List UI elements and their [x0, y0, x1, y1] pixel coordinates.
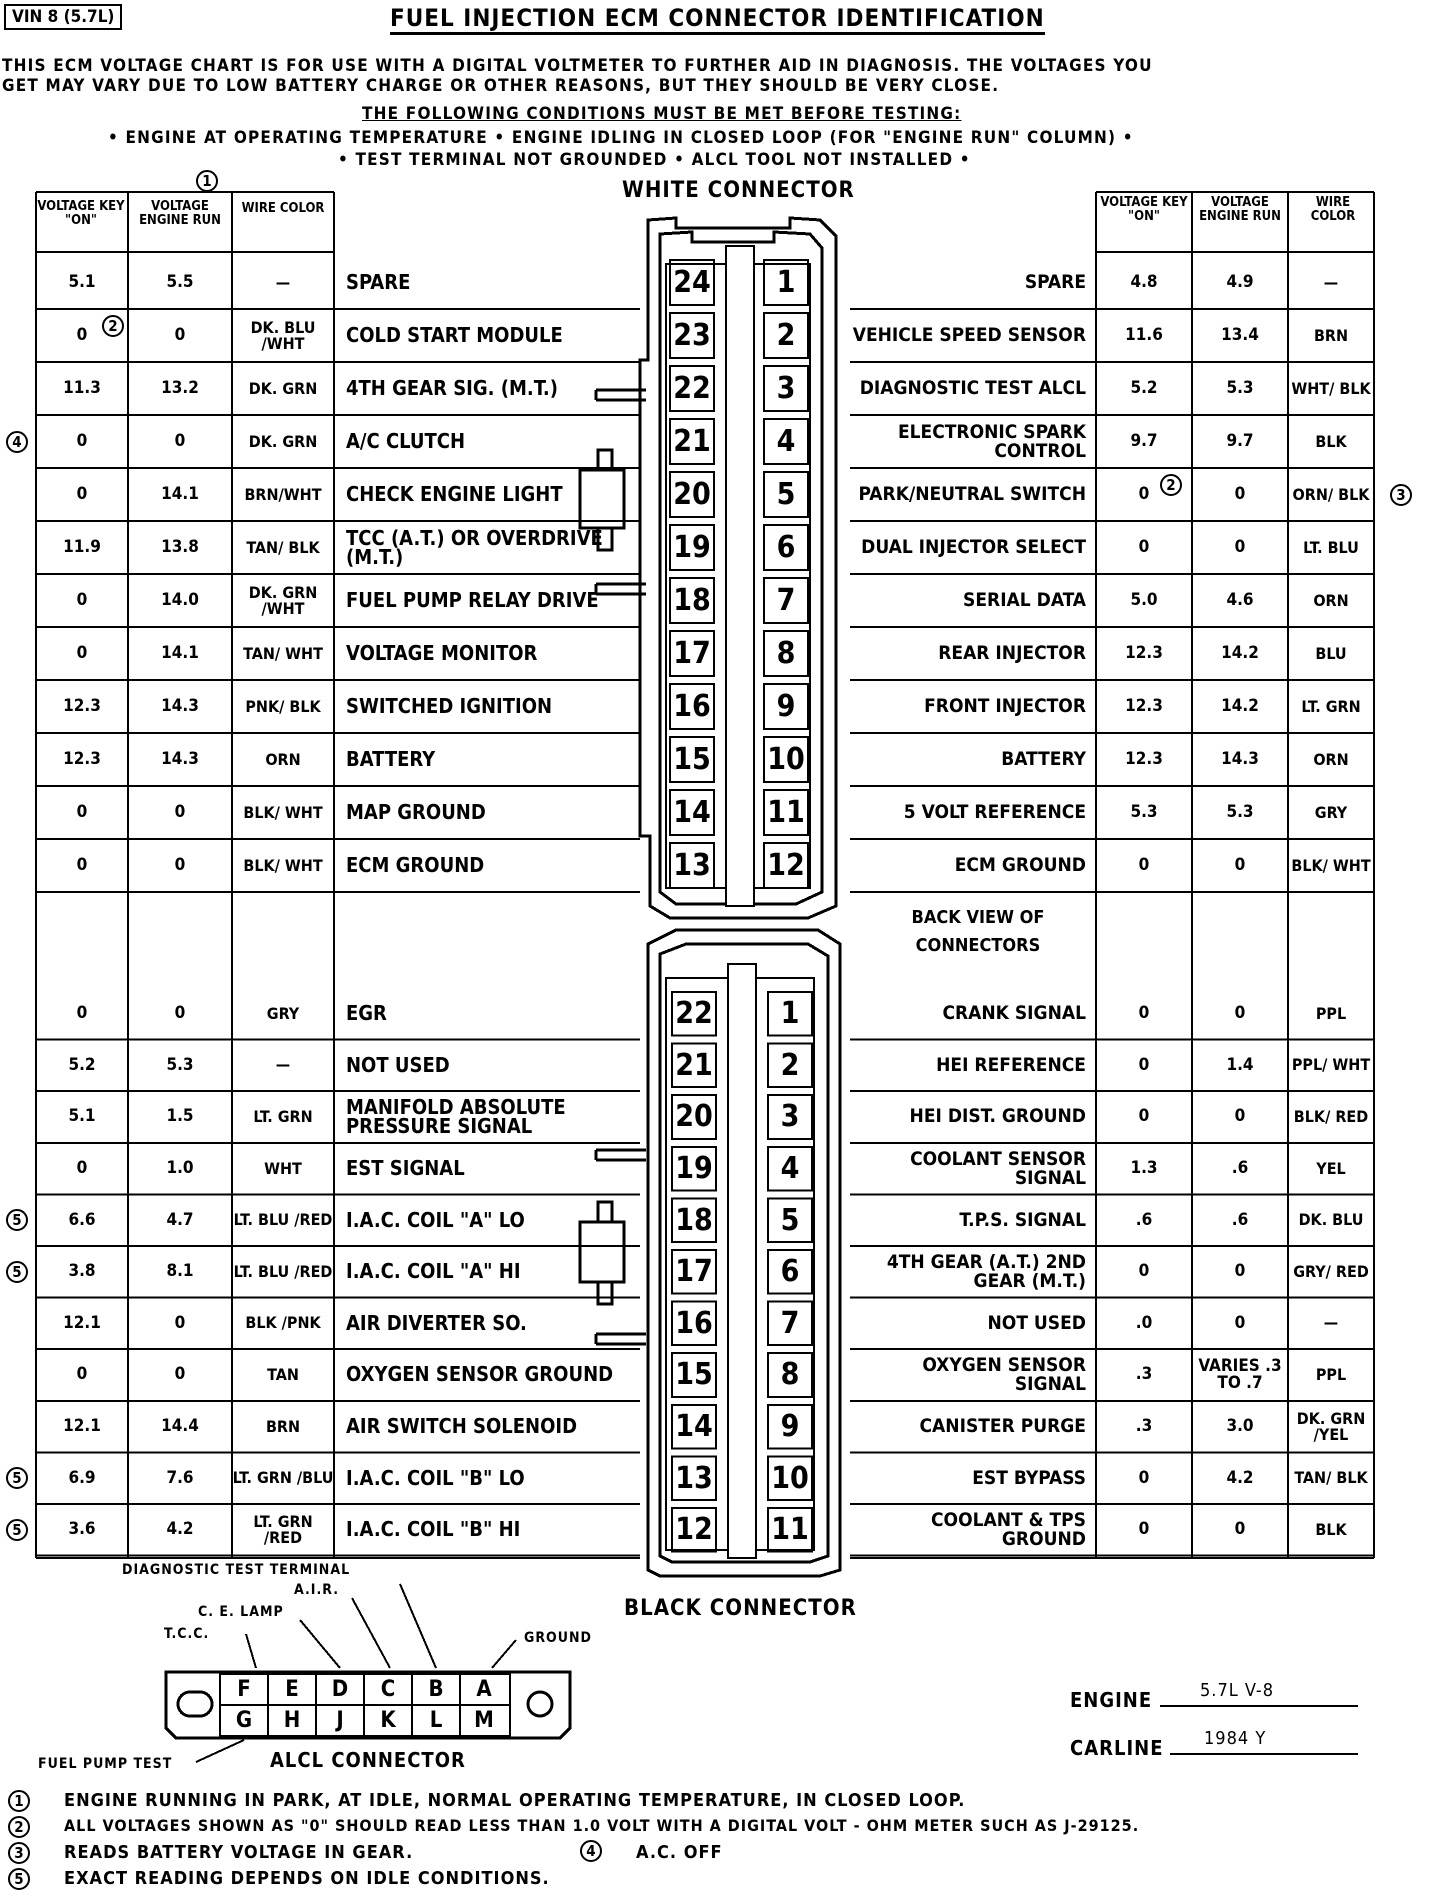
white-connector-row-8-left-run: 14.3: [161, 696, 199, 716]
white-connector-row-5-pin-right: 6: [776, 530, 796, 565]
white-connector-row-7-left-wire: TAN/ WHT: [243, 643, 323, 663]
black-connector-row-1-right-run: 1.4: [1226, 1054, 1254, 1075]
footnote-2-text: ALL VOLTAGES SHOWN AS "0" SHOULD READ LESS THAN 1.0 VOLT WITH A DIGITAL VOLT - OHM METER SUCH AS J-29125.: [64, 1816, 1140, 1835]
black-connector-row-8-right-function: CANISTER PURGE: [919, 1415, 1086, 1438]
black-connector-row-6-right-wire: —: [1323, 1313, 1339, 1333]
black-connector-row-5-left-function: I.A.C. COIL "A" HI: [346, 1259, 521, 1284]
white-connector-row-1-left-wire: DK. BLU /WHT: [250, 317, 316, 353]
white-connector-row-10-left-key: 0: [76, 802, 88, 822]
black-connector-row-2-right-wire: BLK/ RED: [1293, 1106, 1369, 1126]
black-connector-row-6-right-function: NOT USED: [987, 1311, 1086, 1334]
alcl-terminal-h: H: [283, 1708, 301, 1733]
white-connector-row-5-right-wire: LT. BLU: [1303, 537, 1359, 557]
white-connector-row-8-left-wire: PNK/ BLK: [245, 696, 321, 716]
white-connector-row-3-pin-left: 21: [673, 424, 711, 459]
black-connector-row-8-pin-left: 14: [675, 1409, 713, 1445]
white-connector-row-0-right-wire: —: [1323, 272, 1339, 292]
alcl-callout-air: A.I.R.: [294, 1582, 340, 1598]
white-connector-row-8-left-key: 12.3: [63, 696, 101, 716]
black-connector-row-5-left-wire: LT. BLU /RED: [233, 1261, 333, 1281]
black-connector-row-3-pin-right: 4: [780, 1151, 800, 1187]
conditions-line-1: • ENGINE AT OPERATING TEMPERATURE • ENGINE IDLING IN CLOSED LOOP (FOR "ENGINE RUN" COLUMN) •: [108, 128, 1134, 148]
white-connector-row-7-right-function: REAR INJECTOR: [938, 642, 1086, 664]
black-connector-row-9-pin-right: 10: [771, 1460, 809, 1496]
black-connector-row-3-right-key: 1.3: [1130, 1158, 1158, 1179]
black-connector-row-2-left-run: 1.5: [166, 1106, 194, 1127]
white-connector-row-2-right-key: 5.2: [1130, 378, 1158, 398]
black-connector-row-2-pin-right: 3: [780, 1099, 800, 1135]
black-connector-row-0-pin-right: 1: [780, 996, 800, 1032]
alcl-terminal-b: B: [428, 1677, 444, 1702]
alcl-terminal-c: C: [380, 1677, 396, 1702]
black-connector-row-1-right-key: 0: [1138, 1054, 1150, 1075]
white-connector-row-8-pin-right: 9: [776, 689, 796, 724]
alcl-callout-fuel: FUEL PUMP TEST: [38, 1756, 173, 1772]
black-connector-row-3-pin-left: 19: [675, 1151, 713, 1187]
note-1-marker: 1: [196, 170, 218, 192]
black-connector-row-6-left-wire: BLK /PNK: [245, 1313, 321, 1333]
right-key-header: VOLTAGE KEY "ON": [1100, 195, 1188, 224]
left-run-header: VOLTAGE ENGINE RUN: [139, 199, 221, 228]
white-connector-row-10-pin-left: 14: [673, 795, 711, 830]
black-connector-row-1-right-function: HEI REFERENCE: [936, 1053, 1086, 1076]
white-connector-row-3-left-run: 0: [174, 431, 186, 451]
black-connector-row-7-right-run: VARIES .3 TO .7: [1198, 1355, 1282, 1393]
black-connector-row-0-left-key: 0: [76, 1003, 88, 1024]
right-wire-header: WIRE COLOR: [1310, 195, 1356, 224]
black-connector-row-3-left-key: 0: [76, 1158, 88, 1179]
black-connector-row-10-right-function: COOLANT & TPS GROUND: [931, 1508, 1086, 1550]
white-connector-row-3-left-key: 0: [76, 431, 88, 451]
white-connector-row-9-pin-right: 10: [767, 742, 805, 777]
black-connector-row-2-left-function: MANIFOLD ABSOLUTE PRESSURE SIGNAL: [346, 1094, 566, 1138]
white-connector-row-4-left-key: 0: [76, 484, 88, 504]
black-connector-row-4-pin-right: 5: [780, 1202, 800, 1238]
black-connector-row-3-right-wire: YEL: [1316, 1158, 1346, 1178]
black-connector-row-1-right-wire: PPL/ WHT: [1291, 1055, 1371, 1075]
black-connector-row-1-left-wire: —: [275, 1055, 291, 1075]
alcl-terminal-d: D: [331, 1677, 349, 1702]
black-connector-row-3-right-function: COOLANT SENSOR SIGNAL: [910, 1147, 1086, 1189]
back-view-label: BACK VIEW OF CONNECTORS: [911, 907, 1045, 956]
black-connector-row-4-left-wire: LT. BLU /RED: [233, 1210, 333, 1230]
white-connector-row-7-left-key: 0: [76, 643, 88, 663]
black-connector-row-8-left-key: 12.1: [63, 1416, 101, 1437]
white-connector-row-2-left-wire: DK. GRN: [248, 378, 318, 398]
black-connector-row-0-pin-left: 22: [675, 996, 713, 1032]
white-connector-row-1-pin-right: 2: [776, 318, 796, 353]
black-connector-row-1-left-run: 5.3: [166, 1054, 194, 1075]
carline-value: 1984 Y: [1204, 1728, 1267, 1749]
white-connector-row-10-right-key: 5.3: [1130, 802, 1158, 822]
white-connector-row-10-right-function: 5 VOLT REFERENCE: [903, 801, 1086, 823]
white-connector-row-7-pin-left: 17: [673, 636, 711, 671]
white-connector-row-5-left-wire: TAN/ BLK: [246, 537, 320, 557]
white-connector-row-2-right-function: DIAGNOSTIC TEST ALCL: [859, 377, 1086, 399]
white-connector-row-3-left-function: A/C CLUTCH: [346, 429, 466, 453]
black-connector-row-0-right-key: 0: [1138, 1003, 1150, 1024]
black-connector-row-6-left-run: 0: [174, 1312, 186, 1333]
white-connector-row-8-right-wire: LT. GRN: [1301, 696, 1361, 716]
white-connector-row-6-left-wire: DK. GRN /WHT: [248, 582, 318, 618]
white-connector-row-4-left-function: CHECK ENGINE LIGHT: [346, 482, 563, 506]
black-connector-row-5-right-wire: GRY/ RED: [1293, 1261, 1369, 1281]
black-connector-row-6-left-key: 12.1: [63, 1312, 101, 1333]
white-connector-row-6-right-run: 4.6: [1226, 590, 1254, 610]
black-connector-row-0-left-function: EGR: [346, 1001, 387, 1026]
white-connector-row-11-right-wire: BLK/ WHT: [1291, 855, 1371, 875]
black-connector-row-4-note-marker: 5: [6, 1209, 28, 1231]
white-connector-row-4-pin-left: 20: [673, 477, 711, 512]
conditions-line-2: • TEST TERMINAL NOT GROUNDED • ALCL TOOL NOT INSTALLED •: [338, 150, 971, 170]
carline-label: CARLINE: [1070, 1736, 1164, 1760]
black-connector-row-9-left-function: I.A.C. COIL "B" LO: [346, 1465, 525, 1490]
white-connector-row-7-right-run: 14.2: [1221, 643, 1259, 663]
black-connector-row-4-right-function: T.P.S. SIGNAL: [959, 1208, 1086, 1231]
black-connector-row-10-left-function: I.A.C. COIL "B" HI: [346, 1517, 521, 1542]
alcl-callout-ce: C. E. LAMP: [198, 1604, 284, 1620]
white-connector-row-2-left-function: 4TH GEAR SIG. (M.T.): [346, 376, 558, 400]
black-connector-row-7-left-wire: TAN: [267, 1364, 299, 1384]
black-connector-row-9-note-marker: 5: [6, 1467, 28, 1489]
white-connector-row-11-pin-right: 12: [767, 848, 805, 883]
white-connector-row-10-pin-right: 11: [767, 795, 805, 830]
black-connector-row-0-right-function: CRANK SIGNAL: [942, 1002, 1086, 1025]
white-connector-row-8-right-run: 14.2: [1221, 696, 1259, 716]
black-connector-row-10-pin-left: 12: [675, 1512, 713, 1548]
black-connector-row-9-left-run: 7.6: [166, 1467, 194, 1488]
alcl-terminal-f: F: [237, 1677, 251, 1702]
white-connector-row-6-pin-left: 18: [673, 583, 711, 618]
vin-label: VIN 8 (5.7L): [4, 4, 122, 30]
white-connector-row-4-right-wire: ORN/ BLK: [1292, 484, 1370, 504]
white-connector-row-4-right-note-marker: 3: [1390, 484, 1412, 506]
black-connector-row-7-left-run: 0: [174, 1364, 186, 1385]
black-connector-row-3-right-run: .6: [1231, 1158, 1249, 1179]
white-connector-row-10-left-wire: BLK/ WHT: [243, 802, 323, 822]
black-connector-row-10-left-run: 4.2: [166, 1519, 194, 1540]
black-connector-row-5-left-key: 3.8: [68, 1261, 96, 1282]
black-connector-row-6-pin-right: 7: [780, 1305, 800, 1341]
black-connector-row-9-left-wire: LT. GRN /BLU: [232, 1468, 334, 1488]
white-connector-row-4-right-key: 0: [1138, 484, 1150, 504]
white-connector-row-7-right-wire: BLU: [1315, 643, 1347, 663]
black-connector-row-2-right-function: HEI DIST. GROUND: [909, 1105, 1086, 1128]
white-connector-row-11-left-run: 0: [174, 855, 186, 875]
white-connector-row-10-right-run: 5.3: [1226, 802, 1254, 822]
white-connector-row-11-left-wire: BLK/ WHT: [243, 855, 323, 875]
white-connector-row-0-right-function: SPARE: [1024, 271, 1086, 293]
black-connector-row-7-right-function: OXYGEN SENSOR SIGNAL: [922, 1353, 1086, 1395]
black-connector-row-5-right-run: 0: [1234, 1261, 1246, 1282]
black-connector-row-2-pin-left: 20: [675, 1099, 713, 1135]
black-connector-row-4-left-run: 4.7: [166, 1209, 194, 1230]
black-connector-row-1-left-key: 5.2: [68, 1054, 96, 1075]
white-connector-row-0-left-wire: —: [275, 272, 291, 292]
black-connector-row-9-right-wire: TAN/ BLK: [1294, 1468, 1368, 1488]
white-connector-row-3-right-key: 9.7: [1130, 431, 1158, 451]
black-connector-row-8-right-wire: DK. GRN /YEL: [1296, 1408, 1366, 1444]
page-title: FUEL INJECTION ECM CONNECTOR IDENTIFICATION: [390, 4, 1045, 35]
white-connector-row-7-pin-right: 8: [776, 636, 796, 671]
black-connector-row-1-left-function: NOT USED: [346, 1052, 450, 1077]
alcl-terminal-j: J: [336, 1708, 344, 1733]
black-connector-row-8-left-run: 14.4: [161, 1416, 199, 1437]
white-connector-row-10-left-function: MAP GROUND: [346, 800, 486, 824]
white-connector-row-6-right-key: 5.0: [1130, 590, 1158, 610]
white-connector-row-2-pin-right: 3: [776, 371, 796, 406]
white-connector-row-5-right-key: 0: [1138, 537, 1150, 557]
black-connector-row-7-pin-left: 15: [675, 1357, 713, 1393]
black-connector-row-10-note-marker: 5: [6, 1519, 28, 1541]
white-connector-label: WHITE CONNECTOR: [622, 178, 855, 203]
black-connector-row-8-right-key: .3: [1135, 1416, 1153, 1437]
white-connector-row-0-left-key: 5.1: [68, 272, 96, 292]
black-connector-row-8-left-function: AIR SWITCH SOLENOID: [346, 1414, 578, 1439]
white-connector-row-8-right-function: FRONT INJECTOR: [924, 695, 1086, 717]
black-connector-row-4-right-run: .6: [1231, 1209, 1249, 1230]
white-connector-row-1-right-run: 13.4: [1221, 325, 1259, 345]
black-connector-row-6-right-key: .0: [1135, 1312, 1153, 1333]
black-connector-row-6-pin-left: 16: [675, 1305, 713, 1341]
intro-line-2: GET MAY VARY DUE TO LOW BATTERY CHARGE OR OTHER REASONS, BUT THEY SHOULD BE VERY CLOSE.: [2, 76, 1000, 96]
white-connector-row-5-right-run: 0: [1234, 537, 1246, 557]
footnote-5-marker: 5: [8, 1868, 30, 1890]
white-connector-row-3-note-marker: 4: [6, 431, 28, 453]
white-connector-row-6-left-run: 14.0: [161, 590, 199, 610]
white-connector-row-8-right-key: 12.3: [1125, 696, 1163, 716]
black-connector-row-7-right-key: .3: [1135, 1364, 1153, 1385]
black-connector-row-9-right-function: EST BYPASS: [972, 1466, 1086, 1489]
white-connector-row-2-left-run: 13.2: [161, 378, 199, 398]
footnote-1-marker: 1: [8, 1790, 30, 1812]
white-connector-row-0-pin-left: 24: [673, 265, 711, 300]
white-connector-row-4-right-key-note-marker: 2: [1160, 474, 1182, 496]
black-connector-row-3-left-run: 1.0: [166, 1158, 194, 1179]
white-connector-row-1-pin-left: 23: [673, 318, 711, 353]
alcl-terminal-g: G: [235, 1708, 253, 1733]
black-connector-row-1-pin-left: 21: [675, 1047, 713, 1083]
white-connector-row-11-right-function: ECM GROUND: [954, 854, 1086, 876]
white-connector-row-10-left-run: 0: [174, 802, 186, 822]
alcl-callout-ground: GROUND: [524, 1630, 592, 1646]
black-connector-row-10-left-wire: LT. GRN /RED: [253, 1511, 313, 1547]
left-key-header: VOLTAGE KEY "ON": [37, 199, 125, 228]
white-connector-row-7-right-key: 12.3: [1125, 643, 1163, 663]
white-connector-row-11-right-key: 0: [1138, 855, 1150, 875]
white-connector-row-9-pin-left: 15: [673, 742, 711, 777]
black-connector-row-5-right-function: 4TH GEAR (A.T.) 2ND GEAR (M.T.): [886, 1250, 1086, 1292]
black-connector-row-10-right-wire: BLK: [1315, 1519, 1347, 1539]
white-connector-row-0-right-run: 4.9: [1226, 272, 1254, 292]
white-connector-row-1-right-key: 11.6: [1125, 325, 1163, 345]
white-connector-row-1-key-note-marker: 2: [102, 315, 124, 337]
footnote-2-marker: 2: [8, 1816, 30, 1838]
white-connector-row-5-left-function: TCC (A.T.) OR OVERDRIVE (M.T.): [346, 525, 603, 569]
white-connector-row-2-right-wire: WHT/ BLK: [1291, 378, 1371, 398]
black-connector-row-10-right-run: 0: [1234, 1519, 1246, 1540]
white-connector-row-11-left-key: 0: [76, 855, 88, 875]
white-connector-row-1-left-run: 0: [174, 325, 186, 345]
black-connector-row-4-right-key: .6: [1135, 1209, 1153, 1230]
black-connector-row-2-right-run: 0: [1234, 1106, 1246, 1127]
white-connector-row-3-pin-right: 4: [776, 424, 796, 459]
white-connector-row-4-right-function: PARK/NEUTRAL SWITCH: [858, 483, 1086, 505]
white-connector-row-5-left-run: 13.8: [161, 537, 199, 557]
footnote-4-text: A.C. OFF: [636, 1842, 723, 1863]
black-connector-row-10-left-key: 3.6: [68, 1519, 96, 1540]
white-connector-row-6-left-function: FUEL PUMP RELAY DRIVE: [346, 588, 599, 612]
black-connector-row-5-pin-left: 17: [675, 1254, 713, 1290]
white-connector-row-1-right-wire: BRN: [1313, 325, 1349, 345]
engine-value: 5.7L V-8: [1200, 1680, 1275, 1701]
black-connector-row-8-pin-right: 9: [780, 1409, 800, 1445]
black-connector-row-10-right-key: 0: [1138, 1519, 1150, 1540]
white-connector-row-2-pin-left: 22: [673, 371, 711, 406]
white-connector-row-5-right-function: DUAL INJECTOR SELECT: [861, 536, 1086, 558]
white-connector-row-9-left-key: 12.3: [63, 749, 101, 769]
alcl-connector-label: ALCL CONNECTOR: [270, 1748, 466, 1772]
footnote-4-marker: 4: [580, 1840, 602, 1862]
white-connector-row-6-right-wire: ORN: [1313, 590, 1349, 610]
white-connector-row-5-pin-left: 19: [673, 530, 711, 565]
black-connector-row-3-left-wire: WHT: [264, 1158, 302, 1178]
white-connector-row-4-right-run: 0: [1234, 484, 1246, 504]
white-connector-row-11-left-function: ECM GROUND: [346, 853, 485, 877]
black-connector-row-0-right-run: 0: [1234, 1003, 1246, 1024]
white-connector-row-6-right-function: SERIAL DATA: [963, 589, 1086, 611]
white-connector-row-9-left-function: BATTERY: [346, 747, 436, 771]
white-connector-row-3-right-run: 9.7: [1226, 431, 1254, 451]
white-connector-row-9-left-wire: ORN: [265, 749, 301, 769]
white-connector-row-8-left-function: SWITCHED IGNITION: [346, 694, 553, 718]
black-connector-row-2-left-key: 5.1: [68, 1106, 96, 1127]
white-connector-row-3-left-wire: DK. GRN: [248, 431, 318, 451]
black-connector-row-10-pin-right: 11: [771, 1512, 809, 1548]
black-connector-row-2-left-wire: LT. GRN: [253, 1106, 313, 1126]
black-connector-row-7-right-wire: PPL: [1315, 1364, 1347, 1384]
black-connector-row-4-right-wire: DK. BLU: [1298, 1210, 1364, 1230]
footnote-1-text: ENGINE RUNNING IN PARK, AT IDLE, NORMAL OPERATING TEMPERATURE, IN CLOSED LOOP.: [64, 1790, 966, 1811]
white-connector-row-9-right-function: BATTERY: [1001, 748, 1086, 770]
black-connector-row-7-pin-right: 8: [780, 1357, 800, 1393]
alcl-callout-tcc: T.C.C.: [164, 1626, 210, 1642]
footnote-5-text: EXACT READING DEPENDS ON IDLE CONDITIONS.: [64, 1868, 550, 1889]
white-connector-row-0-left-function: SPARE: [346, 270, 411, 294]
white-connector-row-7-left-function: VOLTAGE MONITOR: [346, 641, 538, 665]
white-connector-row-2-left-key: 11.3: [63, 378, 101, 398]
black-connector-row-4-left-function: I.A.C. COIL "A" LO: [346, 1207, 525, 1232]
black-connector-row-9-pin-left: 13: [675, 1460, 713, 1496]
white-connector-row-11-right-run: 0: [1234, 855, 1246, 875]
white-connector-row-3-right-wire: BLK: [1315, 431, 1347, 451]
black-connector-row-5-left-run: 8.1: [166, 1261, 194, 1282]
white-connector-row-0-pin-right: 1: [776, 265, 796, 300]
alcl-terminal-a: A: [476, 1677, 492, 1702]
white-connector-row-4-left-run: 14.1: [161, 484, 199, 504]
white-connector-row-7-left-run: 14.1: [161, 643, 199, 663]
white-connector-row-6-left-key: 0: [76, 590, 88, 610]
black-connector-row-6-left-function: AIR DIVERTER SO.: [346, 1310, 527, 1335]
engine-label: ENGINE: [1070, 1688, 1153, 1712]
white-connector-row-1-right-function: VEHICLE SPEED SENSOR: [852, 324, 1086, 346]
black-connector-row-0-left-wire: GRY: [266, 1003, 300, 1023]
white-connector-row-9-left-run: 14.3: [161, 749, 199, 769]
black-connector-row-0-left-run: 0: [174, 1003, 186, 1024]
alcl-terminal-m: M: [474, 1708, 494, 1733]
black-connector-row-3-left-function: EST SIGNAL: [346, 1156, 465, 1181]
black-connector-row-4-pin-left: 18: [675, 1202, 713, 1238]
alcl-terminal-e: E: [285, 1677, 299, 1702]
intro-line-1: THIS ECM VOLTAGE CHART IS FOR USE WITH A DIGITAL VOLTMETER TO FURTHER AID IN DIAGNOSIS. THE VOLTAGES YOU: [2, 56, 1153, 76]
black-connector-row-9-right-key: 0: [1138, 1467, 1150, 1488]
footnote-3-text: READS BATTERY VOLTAGE IN GEAR.: [64, 1842, 414, 1863]
black-connector-row-9-right-run: 4.2: [1226, 1467, 1254, 1488]
black-connector-row-9-left-key: 6.9: [68, 1467, 96, 1488]
white-connector-row-9-right-wire: ORN: [1313, 749, 1349, 769]
white-connector-row-9-right-key: 12.3: [1125, 749, 1163, 769]
black-connector-row-5-note-marker: 5: [6, 1261, 28, 1283]
white-connector-row-8-pin-left: 16: [673, 689, 711, 724]
black-connector-row-0-right-wire: PPL: [1315, 1003, 1347, 1023]
black-connector-row-1-pin-right: 2: [780, 1047, 800, 1083]
white-connector-row-3-right-function: ELECTRONIC SPARK CONTROL: [897, 420, 1086, 462]
black-connector-row-4-left-key: 6.6: [68, 1209, 96, 1230]
white-connector-row-11-pin-left: 13: [673, 848, 711, 883]
alcl-terminal-l: L: [429, 1708, 443, 1733]
black-connector-row-5-pin-right: 6: [780, 1254, 800, 1290]
black-connector-row-6-right-run: 0: [1234, 1312, 1246, 1333]
white-connector-row-0-right-key: 4.8: [1130, 272, 1158, 292]
black-connector-row-8-right-run: 3.0: [1226, 1416, 1254, 1437]
alcl-callout-diag: DIAGNOSTIC TEST TERMINAL: [122, 1562, 351, 1578]
conditions-title: THE FOLLOWING CONDITIONS MUST BE MET BEFORE TESTING:: [362, 104, 962, 124]
alcl-terminal-k: K: [380, 1708, 396, 1733]
white-connector-row-2-right-run: 5.3: [1226, 378, 1254, 398]
white-connector-row-9-right-run: 14.3: [1221, 749, 1259, 769]
black-connector-row-7-left-key: 0: [76, 1364, 88, 1385]
black-connector-row-7-left-function: OXYGEN SENSOR GROUND: [346, 1362, 614, 1387]
white-connector-row-6-pin-right: 7: [776, 583, 796, 618]
white-connector-row-4-pin-right: 5: [776, 477, 796, 512]
white-connector-row-1-left-key: 0: [76, 325, 88, 345]
right-run-header: VOLTAGE ENGINE RUN: [1199, 195, 1281, 224]
black-connector-row-2-right-key: 0: [1138, 1106, 1150, 1127]
black-connector-label: BLACK CONNECTOR: [624, 1596, 857, 1621]
white-connector-row-5-left-key: 11.9: [63, 537, 101, 557]
white-connector-row-10-right-wire: GRY: [1314, 802, 1348, 822]
white-connector-row-0-left-run: 5.5: [166, 272, 194, 292]
white-connector-row-4-left-wire: BRN/WHT: [244, 484, 322, 504]
left-wire-header: WIRE COLOR: [241, 201, 325, 216]
white-connector-row-1-left-function: COLD START MODULE: [346, 323, 563, 347]
black-connector-row-5-right-key: 0: [1138, 1261, 1150, 1282]
black-connector-row-8-left-wire: BRN: [265, 1416, 301, 1436]
footnote-3-marker: 3: [8, 1842, 30, 1864]
